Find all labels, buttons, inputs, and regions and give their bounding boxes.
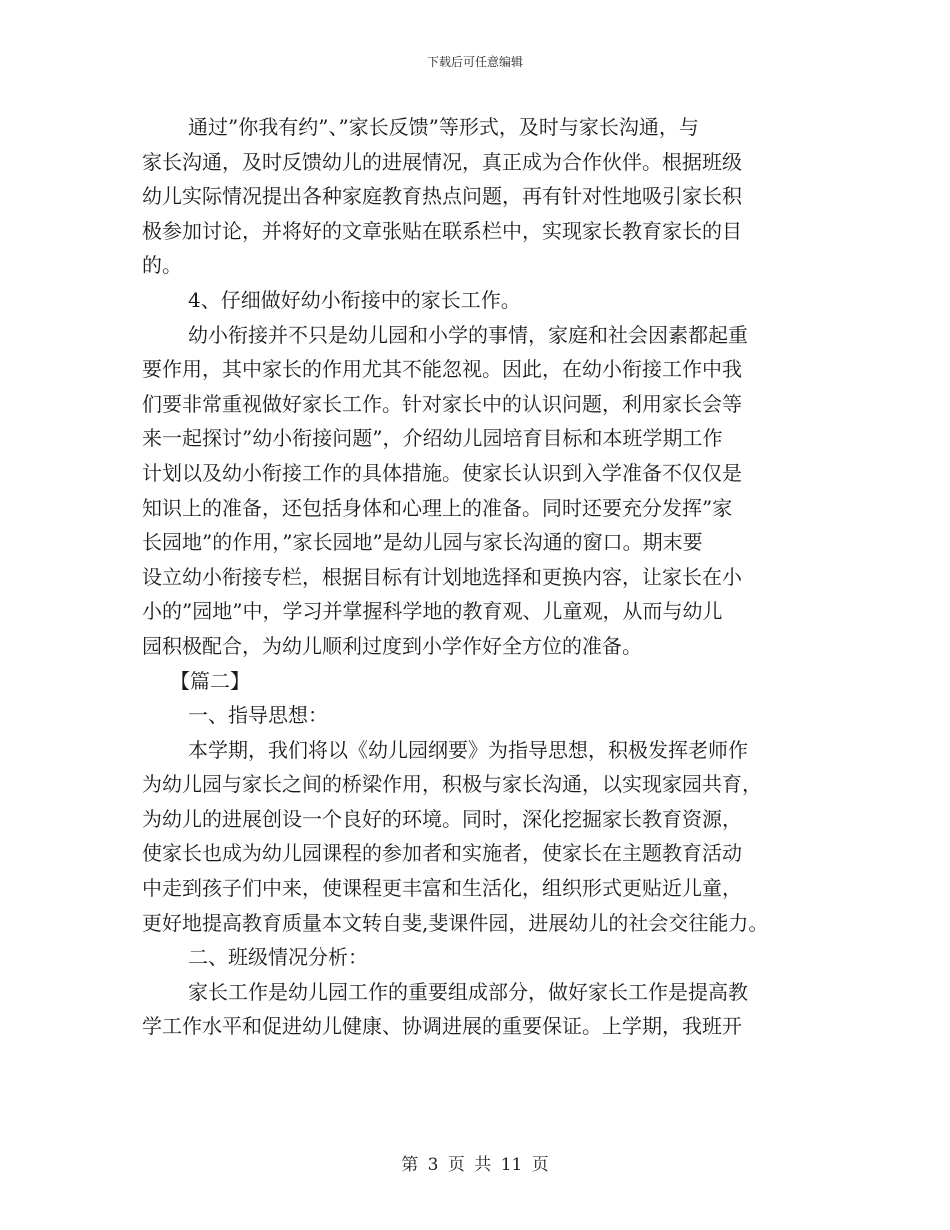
text-line: 家长沟通，及时反馈幼儿的进展情况，真正成为合作伙伴。根据班级	[142, 149, 742, 174]
text-line: 小的”园地”中，学习并掌握科学地的教育观、儿童观，从而与幼儿	[142, 599, 723, 624]
text-line: 家长工作是幼儿园工作的重要组成部分，做好家长工作是提高教	[188, 979, 748, 1004]
document-body	[142, 110, 822, 1044]
text-line: 园积极配合，为幼儿顺利过度到小学作好全方位的准备。	[142, 633, 642, 658]
section-heading: 【篇二】	[170, 668, 250, 693]
text-line: 知识上的准备，还包括身体和心理上的准备。同时还要充分发挥”家	[142, 495, 733, 520]
text-line: 更好地提高教育质量本文转自斐,斐课件园，进展幼儿的社会交往能力。	[142, 910, 769, 935]
text-line: 设立幼小衔接专栏，根据目标有计划地选择和更换内容，让家长在小	[142, 564, 742, 589]
text-line: 为幼儿的进展创设一个良好的环境。同时，深化挖掘家长教育资源，	[142, 806, 742, 831]
header-text: 下载后可任意编辑	[426, 55, 523, 69]
text-line: 幼儿实际情况提出各种家庭教育热点问题，再有针对性地吸引家长积	[142, 184, 742, 209]
text-line: 要作用，其中家长的作用尤其不能忽视。因此，在幼小衔接工作中我	[142, 357, 742, 382]
text-line: 学工作水平和促进幼儿健康、协调进展的重要保证。上学期，我班开	[142, 1014, 742, 1039]
text-line: 4、仔细做好幼小衔接中的家长工作。	[188, 287, 521, 312]
text-line: 一、指导思想：	[188, 703, 328, 728]
text-line: 本学期，我们将以《幼儿园纲要》为指导思想，积极发挥老师作	[188, 737, 748, 762]
page-header	[0, 54, 950, 70]
text-line: 长园地”的作用，”家长园地”是幼儿园与家长沟通的窗口。期末要	[142, 530, 703, 555]
text-line: 中走到孩子们中来，使课程更丰富和生活化，组织形式更贴近儿童，	[142, 876, 742, 901]
page-footer	[0, 1154, 950, 1176]
text-line: 计划以及幼小衔接工作的具体措施。使家长认识到入学准备不仅仅是	[142, 460, 742, 485]
text-line: 为幼儿园与家长之间的桥梁作用，积极与家长沟通，以实现家园共育，	[142, 772, 762, 797]
text-line: 的。	[142, 253, 182, 278]
text-line: 通过”你我有约”、”家长反馈”等形式，及时与家长沟通，与	[188, 115, 699, 139]
text-line: 幼小衔接并不只是幼儿园和小学的事情，家庭和社会因素都起重	[188, 322, 748, 347]
text-line: 使家长也成为幼儿园课程的参加者和实施者，使家长在主题教育活动	[142, 841, 742, 866]
text-line: 极参加讨论，并将好的文章张贴在联系栏中，实现家长教育家长的目	[142, 218, 742, 243]
text-line: 们要非常重视做好家长工作。针对家长中的认识问题，利用家长会等	[142, 391, 742, 416]
page-number-text: 第 3 页 共 11 页	[401, 1155, 549, 1175]
text-line: 二、班级情况分析：	[188, 945, 368, 970]
text-line: 来一起探讨”幼小衔接问题”，介绍幼儿园培育目标和本班学期工作	[142, 426, 723, 451]
